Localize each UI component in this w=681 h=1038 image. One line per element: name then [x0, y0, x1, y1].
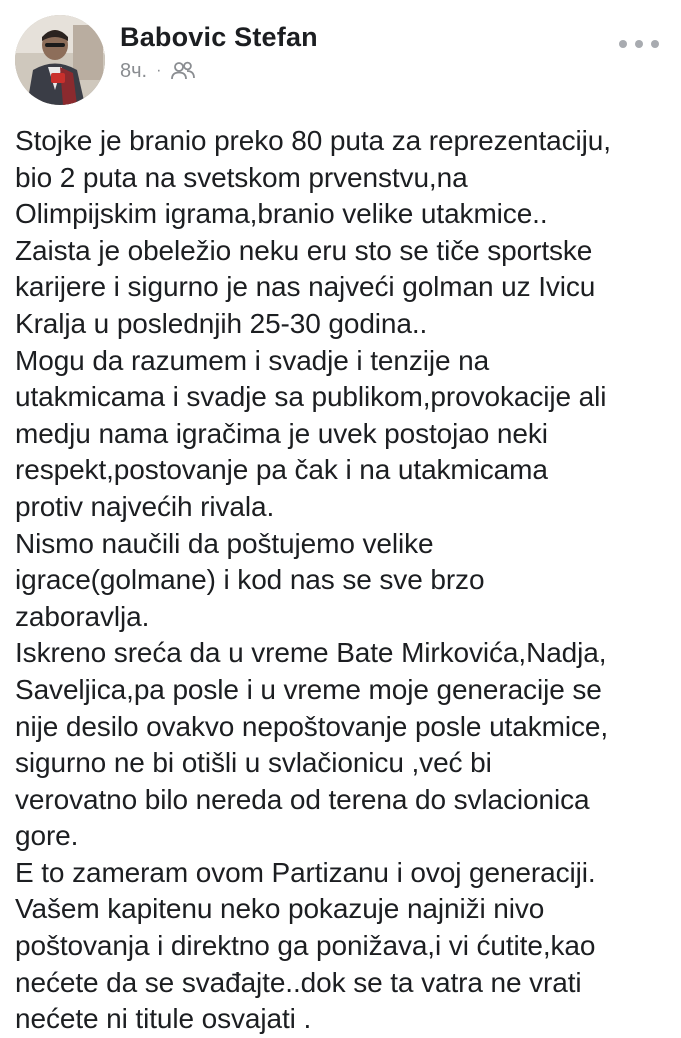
post-text-line: sigurno ne bi otišli u svlačionicu ,već bi — [15, 747, 492, 779]
post-text-line: Zaista je obeležio neku eru sto se tiče sportske — [15, 234, 593, 266]
post-text-line: Vašem kapitenu neko pokazuje najniži nivo — [15, 893, 545, 925]
post-text-line: Stojke je branio preko 80 puta za reprezentaciju, — [15, 125, 611, 156]
post-text-line: Olimpijskim igrama,branio velike utakmice.. — [15, 198, 548, 230]
post-meta — [120, 59, 196, 83]
post-text-line: Kralja u poslednjih 25-30 godina.. — [15, 307, 428, 339]
post-text-line: nećete da se svađajte..dok se ta vatra ne vrati — [15, 966, 582, 998]
author-name[interactable]: Babovic Stefan — [120, 22, 318, 52]
post-text — [15, 123, 675, 1038]
more-options-dot — [651, 40, 659, 48]
post-text-line: zaboravlja. — [15, 600, 150, 632]
post-text-line: bio 2 puta na svetskom prvenstvu,na — [15, 161, 468, 193]
more-options-dot — [635, 40, 643, 48]
post-text-line: verovatno bilo nereda od terena do svlacionica — [15, 783, 590, 815]
post-text-line: nećete ni titule osvajati . — [15, 1003, 312, 1035]
post-text-line: karijere i sigurno je nas najveći golman uz Ivicu — [15, 271, 596, 303]
post-text-line: Saveljica,pa posle i u vreme moje generacije se — [15, 673, 602, 705]
post-text-line: gore. — [15, 820, 79, 852]
post-text-line: poštovanja i direktno ga ponižava,i vi ćutite,kao — [15, 930, 596, 962]
post-text-line: protiv najvećih rivala. — [15, 490, 275, 522]
post-timestamp[interactable]: 8ч. — [120, 59, 148, 82]
post-text-line: medju nama igračima je uvek postojao neki — [15, 417, 548, 449]
post-text-line: utakmicama i svadje sa publikom,provokacije ali — [15, 381, 607, 413]
post-text-line: igrace(golmane) i kod nas se sve brzo — [15, 564, 485, 596]
post-text-line: respekt,postovanje pa čak i na utakmicama — [15, 454, 548, 486]
more-options-icon — [619, 40, 627, 48]
friends-icon[interactable] — [170, 60, 196, 82]
post-text-line: nije desilo ovakvo nepoštovanje posle utakmice, — [15, 710, 608, 742]
post-text-line: Nismo naučili da poštujemo velike — [15, 527, 434, 559]
meta-separator: · — [156, 62, 162, 79]
avatar-photo — [15, 15, 105, 105]
avatar[interactable] — [15, 15, 105, 105]
post-text-line: E to zameram ovom Partizanu i ovoj generaciji. — [15, 856, 596, 888]
post-text-line: Mogu da razumem i svadje i tenzije na — [15, 344, 490, 376]
post-header — [0, 0, 681, 110]
more-options-button[interactable] — [619, 34, 659, 54]
post-text-line: Iskreno sreća da u vreme Bate Mirkovića,Nadja, — [15, 637, 607, 669]
